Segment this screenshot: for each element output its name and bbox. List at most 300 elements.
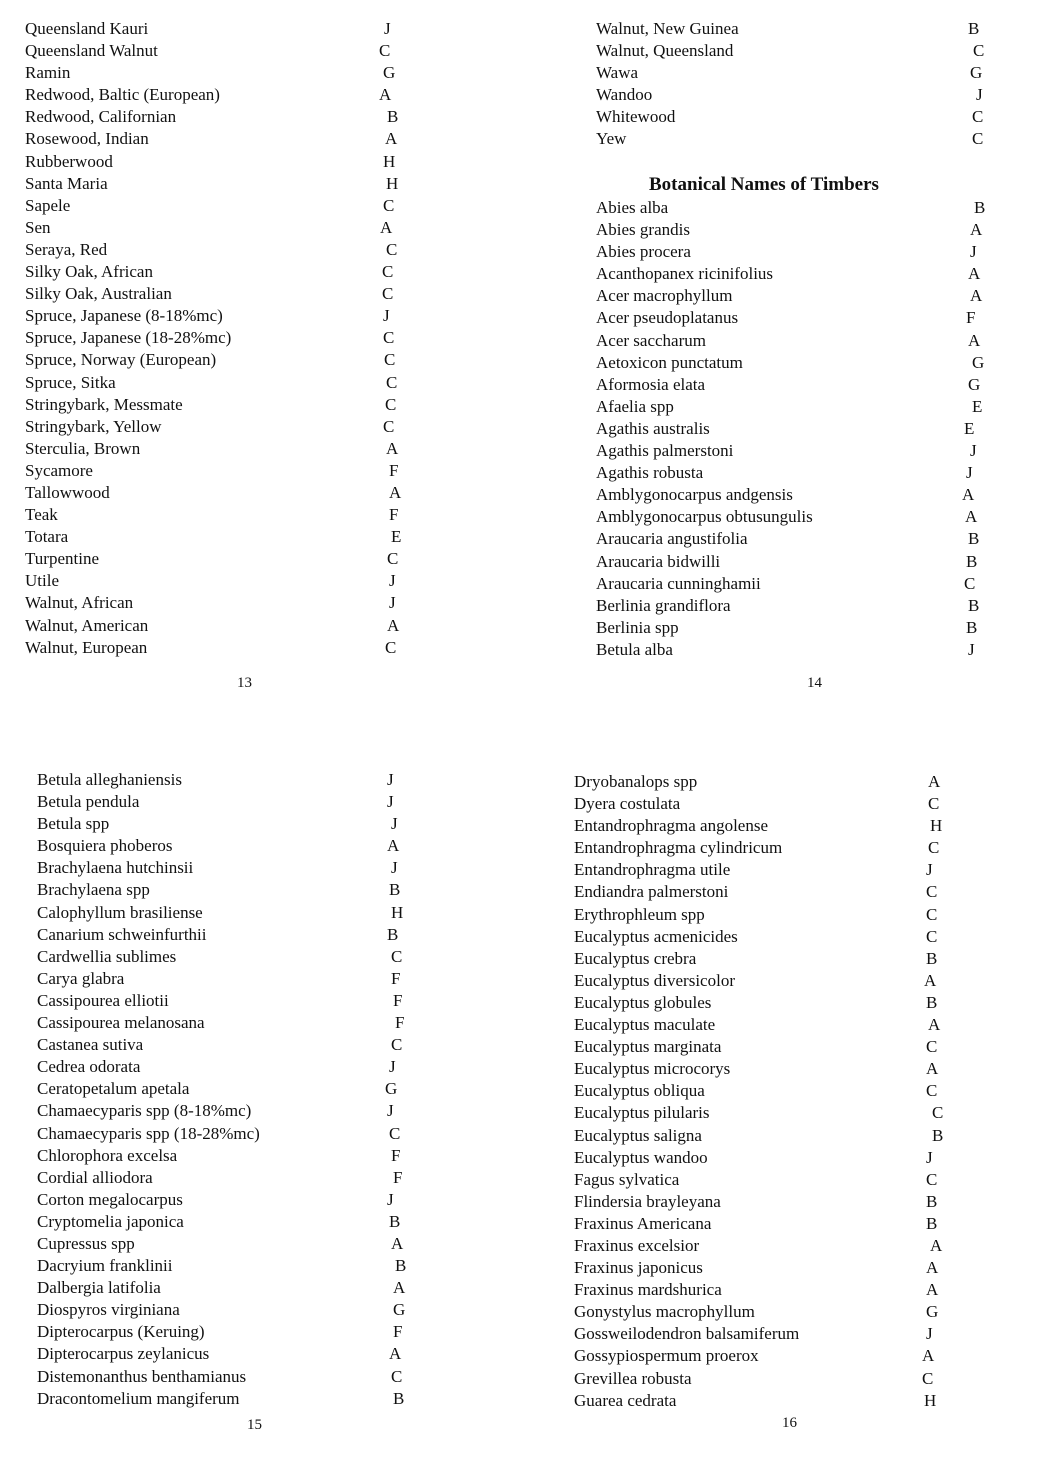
timber-name: Cassipourea elliotii (37, 990, 169, 1010)
timber-name: Gonystylus macrophyllum (574, 1302, 755, 1322)
list-row-diospyros-virginiana (37, 1299, 437, 1321)
grade-letter: G (970, 63, 983, 83)
timber-name: Seraya, Red (25, 239, 108, 259)
list-row-betula-spp (37, 813, 437, 835)
timber-name: Stringybark, Yellow (25, 416, 162, 436)
list-row-eucalyptus-obliqua (574, 1080, 974, 1102)
list-row-walnut-queensland (596, 40, 996, 62)
grade-letter: A (922, 1346, 935, 1366)
timber-name: Amblygonocarpus obtusungulis (596, 507, 813, 527)
timber-name: Eucalyptus obliqua (574, 1081, 705, 1101)
list-row-acer-saccharum (596, 330, 996, 352)
list-row-carya-glabra (37, 968, 437, 990)
grade-letter: F (393, 1167, 403, 1187)
list-row-eucalyptus-microcorys (574, 1058, 974, 1080)
timber-name: Wandoo (596, 85, 653, 105)
list-row-abies-grandis (596, 219, 996, 241)
grade-letter: F (393, 1322, 403, 1342)
section-heading-botanical-names: Botanical Names of Timbers (649, 174, 879, 195)
list-row-acer-pseudoplatanus (596, 307, 996, 329)
grade-letter: A (379, 85, 392, 105)
list-row-amblygonocarpus-andgensis (596, 484, 996, 506)
timber-name: Spruce, Norway (European) (25, 350, 217, 370)
list-row-sen (25, 217, 425, 239)
grade-letter: C (926, 904, 938, 924)
list-row-sycamore (25, 460, 425, 482)
timber-name: Diospyros virginiana (37, 1300, 180, 1320)
timber-name: Guarea cedrata (574, 1390, 677, 1410)
list-row-spruce-japanese-18-28-mc (25, 327, 425, 349)
grade-letter: B (926, 948, 938, 968)
list-row-brachylaena-hutchinsii (37, 857, 437, 879)
list-row-eucalyptus-marginata (574, 1036, 974, 1058)
list-row-endiandra-palmerstoni (574, 881, 974, 903)
list-row-entandrophragma-angolense (574, 815, 974, 837)
list-row-gossypiospermum-proerox (574, 1345, 974, 1367)
grade-letter: C (964, 573, 976, 593)
timber-name: Walnut, European (25, 637, 148, 657)
timber-name: Spruce, Sitka (25, 372, 116, 392)
grade-letter: J (384, 19, 391, 38)
timber-name: Cedrea odorata (37, 1057, 141, 1077)
grade-letter: B (968, 19, 980, 38)
grade-letter: C (382, 262, 394, 282)
grade-letter: C (932, 1103, 944, 1123)
timber-name: Walnut, New Guinea (596, 19, 739, 38)
grade-letter: F (393, 990, 403, 1010)
grade-letter: A (926, 1280, 939, 1300)
timber-name: Chlorophora excelsa (37, 1145, 178, 1165)
timber-name: Sycamore (25, 460, 93, 480)
timber-name: Cordial alliodora (37, 1167, 153, 1187)
grade-letter: A (968, 330, 981, 350)
list-row-guarea-cedrata (574, 1390, 974, 1412)
grade-letter: C (926, 926, 938, 946)
timber-name: Dracontomelium mangiferum (37, 1388, 240, 1408)
list-row-dacryium-franklinii (37, 1255, 437, 1277)
timber-name: Berlinia spp (596, 617, 679, 637)
grade-letter: J (389, 593, 396, 613)
list-row-dracontomelium-mangiferum (37, 1388, 437, 1410)
list-row-berlinia-grandiflora (596, 595, 996, 617)
timber-name: Cassipourea melanosana (37, 1013, 205, 1033)
timber-name: Whitewood (596, 107, 676, 127)
list-row-redwood-baltic-european (25, 84, 425, 106)
list-row-eucalyptus-diversicolor (574, 970, 974, 992)
grade-letter: J (387, 1101, 394, 1121)
timber-name: Silky Oak, Australian (25, 284, 172, 304)
grade-letter: F (391, 968, 401, 988)
grade-letter: B (393, 1388, 405, 1408)
grade-letter: A (387, 836, 400, 856)
list-row-yew (596, 128, 996, 150)
list-row-cryptomelia-japonica (37, 1211, 437, 1233)
timber-name: Cupressus spp (37, 1233, 135, 1253)
list-row-santa-maria (25, 173, 425, 195)
timber-name: Aetoxicon punctatum (596, 352, 743, 372)
grade-letter: B (974, 198, 986, 217)
list-row-chamaecyparis-spp-8-18-mc (37, 1100, 437, 1122)
timber-list-page-14-top (596, 18, 996, 151)
grade-letter: H (924, 1390, 937, 1410)
timber-name: Eucalyptus globules (574, 992, 712, 1012)
timber-name: Santa Maria (25, 173, 108, 193)
list-row-erythrophleum-spp (574, 904, 974, 926)
list-row-eucalyptus-wandoo (574, 1147, 974, 1169)
grade-letter: A (928, 1015, 941, 1035)
list-row-rubberwood (25, 151, 425, 173)
grade-letter: A (926, 1059, 939, 1079)
grade-letter: E (972, 396, 983, 416)
grade-letter: J (968, 639, 975, 659)
grade-letter: J (389, 571, 396, 591)
page-number-16: 16 (782, 1415, 797, 1431)
timber-name: Araucaria cunninghamii (596, 573, 761, 593)
list-row-walnut-american (25, 615, 425, 637)
list-row-cassipourea-elliotii (37, 990, 437, 1012)
timber-name: Sapele (25, 195, 71, 215)
list-row-cassipourea-melanosana (37, 1012, 437, 1034)
list-row-dyera-costulata (574, 793, 974, 815)
grade-letter: C (972, 107, 984, 127)
grade-letter: F (966, 308, 976, 328)
timber-name: Agathis australis (596, 418, 710, 438)
grade-letter: C (386, 239, 398, 259)
grade-letter: C (391, 1035, 403, 1055)
grade-letter: C (926, 1169, 938, 1189)
list-row-eucalyptus-saligna (574, 1125, 974, 1147)
grade-letter: C (385, 637, 397, 657)
timber-name: Entandrophragma angolense (574, 816, 769, 836)
timber-name: Eucalyptus microcorys (574, 1059, 731, 1079)
timber-name: Walnut, American (25, 615, 149, 635)
grade-letter: B (926, 992, 938, 1012)
list-row-queensland-kauri (25, 18, 425, 40)
timber-name: Walnut, Queensland (596, 41, 734, 61)
timber-name: Acer pseudoplatanus (596, 308, 739, 328)
timber-name: Dryobanalops spp (574, 772, 698, 791)
timber-name: Queensland Kauri (25, 19, 149, 38)
timber-name: Fraxinus japonicus (574, 1258, 703, 1278)
list-row-cordial-alliodora (37, 1167, 437, 1189)
list-row-eucalyptus-acmenicides (574, 926, 974, 948)
grade-letter: A (970, 220, 983, 240)
grade-letter: C (383, 195, 395, 215)
grade-letter: B (968, 529, 980, 549)
list-row-totara (25, 526, 425, 548)
timber-name: Totara (25, 527, 69, 547)
grade-letter: J (391, 814, 398, 834)
timber-name: Ceratopetalum apetala (37, 1079, 190, 1099)
list-row-fagus-sylvatica (574, 1169, 974, 1191)
timber-name: Eucalyptus saligna (574, 1125, 702, 1145)
list-row-berlinia-spp (596, 617, 996, 639)
list-row-agathis-palmerstoni (596, 440, 996, 462)
list-row-gossweilodendron-balsamiferum (574, 1323, 974, 1345)
list-row-distemonanthus-benthamianus (37, 1366, 437, 1388)
list-row-agathis-australis (596, 418, 996, 440)
timber-name: Eucalyptus marginata (574, 1037, 722, 1057)
grade-letter: B (387, 107, 399, 127)
timber-name: Eucalyptus pilularis (574, 1103, 710, 1123)
grade-letter: C (928, 794, 940, 814)
list-row-bosquiera-phoberos (37, 835, 437, 857)
grade-letter: C (389, 1123, 401, 1143)
timber-name: Berlinia grandiflora (596, 595, 731, 615)
list-row-fraxinus-mardshurica (574, 1279, 974, 1301)
grade-letter: G (385, 1079, 398, 1099)
timber-name: Eucalyptus acmenicides (574, 926, 738, 946)
timber-name: Spruce, Japanese (18-28%mc) (25, 328, 232, 348)
timber-name: Dipterocarpus (Keruing) (37, 1322, 205, 1342)
grade-letter: J (387, 770, 394, 789)
grade-letter: J (970, 441, 977, 461)
timber-name: Endiandra palmerstoni (574, 882, 729, 902)
grade-letter: C (926, 882, 938, 902)
timber-name: Araucaria angustifolia (596, 529, 748, 549)
list-row-calophyllum-brasiliense (37, 902, 437, 924)
grade-letter: B (389, 1211, 401, 1231)
list-row-dalbergia-latifolia (37, 1277, 437, 1299)
timber-name: Silky Oak, African (25, 262, 153, 282)
grade-letter: C (383, 416, 395, 436)
timber-name: Entandrophragma utile (574, 860, 731, 880)
list-row-walnut-european (25, 637, 425, 659)
grade-letter: C (387, 549, 399, 569)
list-row-fraxinus-excelsior (574, 1235, 974, 1257)
grade-letter: C (383, 328, 395, 348)
grade-letter: C (928, 838, 940, 858)
timber-name: Castanea sutiva (37, 1035, 144, 1055)
grade-letter: J (970, 242, 977, 262)
list-row-dipterocarpus-zeylanicus (37, 1343, 437, 1365)
grade-letter: C (972, 129, 984, 149)
timber-name: Eucalyptus crebra (574, 948, 697, 968)
timber-name: Chamaecyparis spp (18-28%mc) (37, 1123, 260, 1143)
page-number-14: 14 (807, 675, 822, 691)
list-row-acanthopanex-ricinifolius (596, 263, 996, 285)
list-row-redwood-californian (25, 106, 425, 128)
grade-letter: F (389, 460, 399, 480)
grade-letter: J (387, 792, 394, 812)
list-row-dryobanalops-spp (574, 771, 974, 793)
list-row-chamaecyparis-spp-18-28-mc (37, 1123, 437, 1145)
timber-name: Eucalyptus wandoo (574, 1147, 708, 1167)
timber-name: Utile (25, 571, 59, 591)
grade-letter: B (966, 617, 978, 637)
timber-name: Acer saccharum (596, 330, 706, 350)
grade-letter: A (380, 217, 393, 237)
list-row-stringybark-messmate (25, 394, 425, 416)
list-row-chlorophora-excelsa (37, 1145, 437, 1167)
grade-letter: B (968, 595, 980, 615)
list-row-rosewood-indian (25, 128, 425, 150)
grade-letter: C (382, 284, 394, 304)
grade-letter: G (926, 1302, 939, 1322)
timber-name: Gossweilodendron balsamiferum (574, 1324, 800, 1344)
timber-name: Rosewood, Indian (25, 129, 149, 149)
timber-name: Dalbergia latifolia (37, 1278, 161, 1298)
timber-name: Afaelia spp (596, 396, 674, 416)
list-row-fraxinus-japonicus (574, 1257, 974, 1279)
timber-name: Grevillea robusta (574, 1368, 692, 1388)
timber-name: Abies grandis (596, 220, 690, 240)
timber-name: Distemonanthus benthamianus (37, 1366, 247, 1386)
timber-name: Brachylaena spp (37, 880, 150, 900)
page-number-13: 13 (237, 675, 252, 691)
list-row-whitewood (596, 106, 996, 128)
grade-letter: J (383, 306, 390, 326)
grade-letter: B (926, 1213, 938, 1233)
timber-name: Cardwellia sublimes (37, 946, 177, 966)
list-row-acer-macrophyllum (596, 285, 996, 307)
grade-letter: J (926, 1324, 933, 1344)
grade-letter: G (393, 1300, 406, 1320)
timber-name: Stringybark, Messmate (25, 394, 183, 414)
timber-name: Amblygonocarpus andgensis (596, 485, 793, 505)
timber-name: Agathis robusta (596, 463, 704, 483)
grade-letter: C (384, 350, 396, 370)
list-row-araucaria-angustifolia (596, 528, 996, 550)
timber-name: Queensland Walnut (25, 41, 158, 61)
timber-name: Wawa (596, 63, 639, 83)
grade-letter: J (926, 860, 933, 880)
grade-letter: H (383, 151, 396, 171)
timber-name: Yew (596, 129, 627, 149)
grade-letter: J (976, 85, 983, 105)
grade-letter: C (386, 372, 398, 392)
list-row-stringybark-yellow (25, 416, 425, 438)
grade-letter: C (391, 946, 403, 966)
list-row-afaelia-spp (596, 396, 996, 418)
timber-name: Entandrophragma cylindricum (574, 838, 783, 858)
list-row-abies-alba (596, 197, 996, 219)
grade-letter: A (924, 970, 937, 990)
grade-letter: C (926, 1037, 938, 1057)
grade-letter: C (379, 41, 391, 61)
grade-letter: J (387, 1189, 394, 1209)
grade-letter: A (393, 1278, 406, 1298)
timber-name: Redwood, Californian (25, 107, 177, 127)
grade-letter: J (391, 858, 398, 878)
timber-name: Eucalyptus maculate (574, 1015, 716, 1035)
timber-name: Turpentine (25, 549, 99, 569)
grade-letter: B (395, 1256, 407, 1276)
list-row-betula-pendula (37, 791, 437, 813)
list-row-canarium-schweinfurthii (37, 924, 437, 946)
grade-letter: A (387, 615, 400, 635)
timber-name: Carya glabra (37, 968, 125, 988)
grade-letter: A (389, 1344, 402, 1364)
list-row-eucalyptus-crebra (574, 948, 974, 970)
grade-letter: E (964, 418, 975, 438)
list-row-dipterocarpus-keruing (37, 1321, 437, 1343)
grade-letter: H (930, 816, 943, 836)
grade-letter: B (387, 924, 399, 944)
timber-name: Sterculia, Brown (25, 438, 141, 458)
timber-name: Corton megalocarpus (37, 1189, 183, 1209)
timber-name: Walnut, African (25, 593, 134, 613)
list-row-araucaria-bidwilli (596, 551, 996, 573)
grade-letter: A (386, 438, 399, 458)
grade-letter: B (966, 551, 978, 571)
timber-name: Agathis palmerstoni (596, 441, 734, 461)
grade-letter: J (966, 463, 973, 483)
list-row-eucalyptus-maculate (574, 1014, 974, 1036)
list-row-silky-oak-australian (25, 283, 425, 305)
list-row-brachylaena-spp (37, 879, 437, 901)
list-row-spruce-japanese-8-18-mc (25, 305, 425, 327)
grade-letter: B (932, 1125, 944, 1145)
grade-letter: A (965, 507, 978, 527)
list-row-teak (25, 504, 425, 526)
grade-letter: C (391, 1366, 403, 1386)
timber-name: Teak (25, 505, 58, 525)
timber-name: Gossypiospermum proerox (574, 1346, 759, 1366)
timber-name: Araucaria bidwilli (596, 551, 721, 571)
grade-letter: A (926, 1258, 939, 1278)
timber-name: Fraxinus Americana (574, 1213, 712, 1233)
grade-letter: C (973, 41, 985, 61)
timber-name: Aformosia elata (596, 374, 706, 394)
list-row-eucalyptus-pilularis (574, 1102, 974, 1124)
list-row-wandoo (596, 84, 996, 106)
timber-name: Cryptomelia japonica (37, 1211, 184, 1231)
timber-name: Erythrophleum spp (574, 904, 705, 924)
list-row-tallowwood (25, 482, 425, 504)
list-row-entandrophragma-utile (574, 859, 974, 881)
timber-name: Fagus sylvatica (574, 1169, 680, 1189)
grade-letter: A (970, 286, 983, 306)
list-row-agathis-robusta (596, 462, 996, 484)
timber-name: Acer macrophyllum (596, 286, 733, 306)
grade-letter: F (395, 1013, 405, 1033)
timber-name: Fraxinus mardshurica (574, 1280, 722, 1300)
grade-letter: A (968, 264, 981, 284)
grade-letter: G (383, 63, 396, 83)
botanical-list-page-16 (574, 771, 974, 1412)
grade-letter: H (391, 902, 404, 922)
timber-name: Sen (25, 217, 51, 237)
timber-name: Spruce, Japanese (8-18%mc) (25, 306, 223, 326)
timber-name: Rubberwood (25, 151, 113, 171)
grade-letter: A (389, 482, 402, 502)
timber-name: Ramin (25, 63, 71, 83)
list-row-amblygonocarpus-obtusungulis (596, 506, 996, 528)
botanical-list-page-15 (37, 769, 437, 1410)
grade-letter: C (922, 1368, 934, 1388)
grade-letter: F (391, 1145, 401, 1165)
grade-letter: G (972, 352, 985, 372)
grade-letter: A (930, 1235, 943, 1255)
timber-name: Betula pendula (37, 792, 140, 812)
timber-name: Tallowwood (25, 482, 110, 502)
list-row-betula-alba (596, 639, 996, 661)
list-row-grevillea-robusta (574, 1368, 974, 1390)
list-row-ramin (25, 62, 425, 84)
list-row-spruce-norway-european (25, 349, 425, 371)
grade-letter: F (389, 505, 399, 525)
list-row-cupressus-spp (37, 1233, 437, 1255)
timber-name: Calophyllum brasiliense (37, 902, 203, 922)
grade-letter: B (389, 880, 401, 900)
list-row-castanea-sutiva (37, 1034, 437, 1056)
botanical-list-page-14 (596, 197, 996, 661)
list-row-seraya-red (25, 239, 425, 261)
grade-letter: A (391, 1233, 404, 1253)
list-row-corton-megalocarpus (37, 1189, 437, 1211)
timber-name: Betula alba (596, 639, 673, 659)
